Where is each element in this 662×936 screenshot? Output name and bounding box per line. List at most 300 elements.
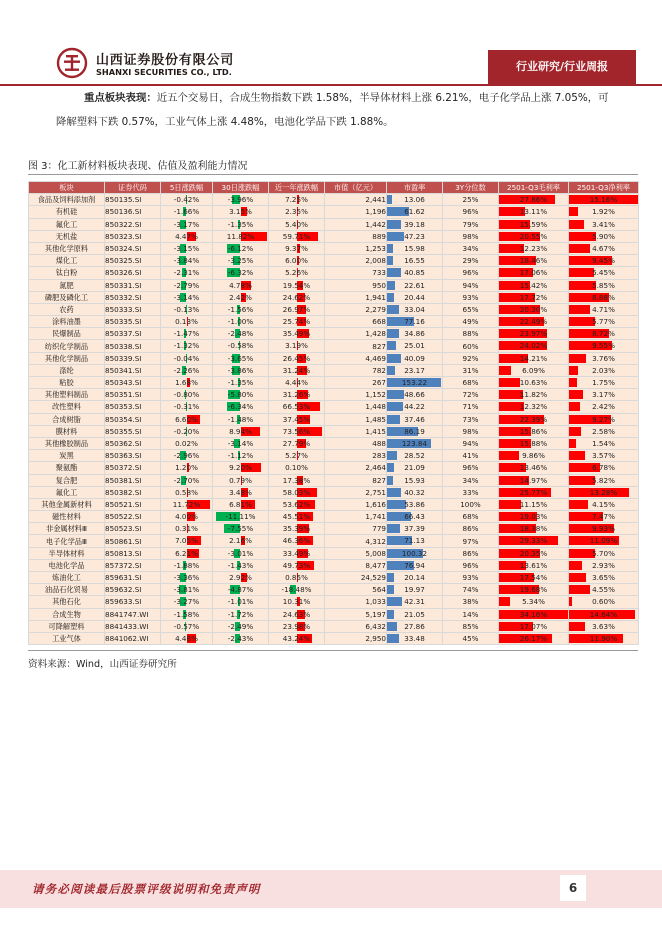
gross-margin [499, 267, 569, 279]
pe-ratio-value: 15.98 [404, 243, 425, 253]
paragraph-body: 近五个交易日，合成生物指数下跌 1.58%，半导体材料上涨 6.21%，电子化学品上涨 7.05%，可降解塑料下跌 0.57%，工业气体上涨 4.48%，电池化学品下跌 1.88%。 [56, 92, 609, 128]
table-row [29, 413, 639, 425]
gross-margin-value: 9.86% [522, 451, 545, 461]
header-net-margin: 2501-Q3净利率 [569, 182, 639, 194]
change-1y [269, 596, 325, 608]
percentile-3y: 31% [443, 364, 499, 376]
change-30d [213, 535, 269, 547]
change-5d-value: 4.48% [175, 633, 198, 643]
market-cap: 1,741 [325, 511, 387, 523]
pe-ratio-value: 20.14 [404, 573, 425, 582]
source-divider [28, 650, 638, 651]
gross-margin-value: 22.49% [519, 317, 548, 327]
sector-name: 钛白粉 [29, 267, 105, 279]
change-1y [269, 523, 325, 535]
change-30d [213, 474, 269, 486]
table-row [29, 523, 639, 535]
pe-ratio-value: 42.31 [404, 597, 425, 607]
market-cap: 8,477 [325, 559, 387, 571]
percentile-3y: 94% [443, 279, 499, 291]
net-margin-value: 4.15% [592, 499, 615, 509]
change-1y [269, 352, 325, 364]
change-30d [213, 352, 269, 364]
pe-ratio-value: 34.86 [404, 329, 425, 339]
change-1y-value: 4.44% [285, 378, 308, 387]
change-5d [161, 437, 213, 449]
change-30d [213, 511, 269, 523]
sector-name: 磁性材料 [29, 511, 105, 523]
table-row [29, 572, 639, 584]
gross-margin [499, 486, 569, 498]
change-30d-value: 4.78% [229, 280, 252, 290]
percentile-3y: 38% [443, 596, 499, 608]
report-category-tag: 行业研究/行业周报 [488, 50, 636, 84]
change-5d-value: 6.60% [175, 414, 198, 424]
pe-ratio [387, 340, 443, 352]
table-row [29, 218, 639, 230]
change-30d [213, 572, 269, 584]
gross-margin-value: 19.68% [519, 585, 548, 595]
figure-title: 图 3：化工新材料板块表现、估值及盈利能力情况 [28, 161, 248, 172]
market-cap: 950 [325, 279, 387, 291]
gross-margin [499, 559, 569, 571]
sector-name: 合成树脂 [29, 413, 105, 425]
change-30d [213, 206, 269, 218]
pe-ratio [387, 450, 443, 462]
net-margin [569, 401, 639, 413]
net-margin-value: 3.41% [592, 219, 615, 229]
change-5d [161, 450, 213, 462]
security-code: 850362.SI [105, 437, 161, 449]
change-30d-value: -1.35% [227, 378, 254, 387]
change-1y-value: 26.45% [282, 353, 311, 363]
change-5d-value: 0.58% [175, 487, 198, 497]
market-cap: 1,033 [325, 596, 387, 608]
table-row [29, 584, 639, 596]
net-margin [569, 328, 639, 340]
table-row [29, 303, 639, 315]
pe-ratio [387, 377, 443, 389]
security-code: 850363.SI [105, 450, 161, 462]
change-5d-value: 7.05% [175, 536, 198, 546]
security-code: 850354.SI [105, 413, 161, 425]
sector-name: 纺织化学制品 [29, 340, 105, 352]
percentile-3y: 88% [443, 328, 499, 340]
net-margin-value: 1.54% [592, 438, 615, 448]
security-code: 850331.SI [105, 279, 161, 291]
change-30d-value: -1.43% [227, 560, 254, 570]
pe-ratio [387, 218, 443, 230]
change-30d [213, 498, 269, 510]
pe-ratio-value: 153.22 [401, 378, 428, 387]
change-1y [269, 474, 325, 486]
change-30d-value: -6.34% [227, 402, 254, 412]
change-5d [161, 279, 213, 291]
net-margin [569, 596, 639, 608]
gross-margin [499, 450, 569, 462]
gross-margin [499, 218, 569, 230]
gross-margin [499, 352, 569, 364]
percentile-3y: 60% [443, 340, 499, 352]
table-row [29, 206, 639, 218]
change-1y [269, 413, 325, 425]
net-margin-value: 4.71% [592, 304, 615, 314]
gross-margin-value: 27.86% [519, 195, 548, 205]
market-cap: 1,485 [325, 413, 387, 425]
gross-margin [499, 291, 569, 303]
change-5d-value: 4.47% [175, 231, 198, 241]
percentile-3y: 65% [443, 303, 499, 315]
net-margin [569, 279, 639, 291]
change-5d [161, 401, 213, 413]
change-30d-value: 11.82% [226, 231, 255, 241]
gross-margin-value: 12.32% [519, 402, 548, 412]
net-margin [569, 340, 639, 352]
market-cap: 6,432 [325, 620, 387, 632]
change-5d [161, 218, 213, 230]
market-cap: 4,469 [325, 352, 387, 364]
change-30d [213, 425, 269, 437]
change-30d-value: -1.48% [227, 414, 254, 424]
change-5d-value: -3.36% [173, 573, 200, 582]
percentile-3y: 45% [443, 632, 499, 644]
pe-ratio [387, 291, 443, 303]
sector-name: 其他金属新材料 [29, 498, 105, 510]
pe-ratio [387, 242, 443, 254]
pe-ratio-value: 39.18 [404, 219, 425, 229]
market-cap: 564 [325, 584, 387, 596]
market-cap: 24,529 [325, 572, 387, 584]
change-5d [161, 255, 213, 267]
pe-ratio-value: 48.66 [404, 390, 425, 400]
change-30d [213, 584, 269, 596]
pe-ratio-value: 71.13 [404, 536, 425, 546]
sector-name: 涂料油墨 [29, 316, 105, 328]
change-5d [161, 547, 213, 559]
change-5d [161, 194, 213, 206]
pe-ratio [387, 437, 443, 449]
table-row [29, 450, 639, 462]
change-5d [161, 584, 213, 596]
market-cap: 1,415 [325, 425, 387, 437]
gross-margin-value: 26.17% [519, 633, 548, 643]
net-margin [569, 316, 639, 328]
change-1y [269, 632, 325, 644]
net-margin [569, 584, 639, 596]
gross-margin-value: 17.07% [519, 621, 548, 631]
change-1y-value: 66.53% [282, 402, 311, 412]
percentile-3y: 92% [443, 352, 499, 364]
change-30d-value: 6.81% [229, 499, 252, 509]
change-30d-value: -1.00% [227, 317, 254, 327]
header-pe: 市盈率 [387, 182, 443, 194]
gross-margin [499, 413, 569, 425]
gross-margin-value: 24.02% [519, 341, 548, 351]
change-5d-value: -3.84% [173, 256, 200, 266]
net-margin-value: 1.92% [592, 207, 615, 217]
table-row [29, 547, 639, 559]
change-30d [213, 303, 269, 315]
security-code: 850813.SI [105, 547, 161, 559]
change-5d-value: -2.70% [173, 475, 200, 485]
pe-ratio-value: 16.55 [404, 256, 425, 266]
change-1y-value: 3.19% [285, 341, 308, 351]
pe-ratio-value: 53.86 [404, 499, 425, 509]
pe-ratio-value: 13.06 [404, 195, 425, 205]
change-1y [269, 279, 325, 291]
gross-margin-value: 14.21% [519, 353, 548, 363]
gross-margin-value: 6.09% [522, 365, 545, 375]
table-header-row [29, 182, 639, 194]
change-30d-value: 9.20% [229, 463, 252, 473]
change-5d-value: -2.26% [173, 365, 200, 375]
change-5d [161, 328, 213, 340]
change-30d-value: -2.43% [227, 633, 254, 643]
percentile-3y: 96% [443, 267, 499, 279]
percentile-3y: 93% [443, 572, 499, 584]
change-5d-value: -1.66% [173, 207, 200, 217]
security-code: 850322.SI [105, 218, 161, 230]
change-5d [161, 572, 213, 584]
gross-margin [499, 437, 569, 449]
change-1y [269, 377, 325, 389]
change-5d-value: -0.20% [173, 426, 200, 436]
change-1y-value: 5.40% [285, 219, 308, 229]
market-cap: 2,464 [325, 462, 387, 474]
gross-margin-value: 18.38% [519, 524, 548, 534]
change-30d [213, 291, 269, 303]
market-cap: 5,197 [325, 608, 387, 620]
change-30d [213, 608, 269, 620]
gross-margin-value: 22.39% [519, 414, 548, 424]
gross-margin [499, 620, 569, 632]
pe-ratio [387, 328, 443, 340]
change-1y-value: 23.98% [282, 621, 311, 631]
security-code: 850333.SI [105, 303, 161, 315]
pe-ratio [387, 584, 443, 596]
security-code: 850335.SI [105, 316, 161, 328]
pe-ratio [387, 206, 443, 218]
change-30d-value: -3.25% [227, 256, 254, 266]
disclaimer-notice: 请务必阅读最后股票评级说明和免责声明 [32, 882, 261, 896]
sector-name: 氟化工 [29, 218, 105, 230]
pe-ratio [387, 352, 443, 364]
security-code: 850338.SI [105, 340, 161, 352]
percentile-3y: 93% [443, 291, 499, 303]
change-5d-value: -1.47% [173, 329, 200, 339]
gross-margin [499, 303, 569, 315]
change-5d-value: -3.17% [173, 219, 200, 229]
net-margin-value: 2.03% [592, 365, 615, 375]
change-5d [161, 267, 213, 279]
gross-margin [499, 255, 569, 267]
header-3y-percentile: 3Y分位数 [443, 182, 499, 194]
change-1y-value: 37.45% [282, 414, 311, 424]
security-code: 850522.SI [105, 511, 161, 523]
change-30d-value: -2.49% [227, 621, 254, 631]
change-30d [213, 450, 269, 462]
header-gross-margin: 2501-Q3毛利率 [499, 182, 569, 194]
net-margin-value: 13.28% [589, 487, 618, 497]
change-5d-value: 11.72% [172, 499, 201, 509]
table-body [29, 194, 639, 645]
change-30d [213, 620, 269, 632]
pe-ratio-value: 40.32 [404, 487, 425, 497]
pe-ratio-value: 40.85 [404, 268, 425, 278]
change-1y-value: 19.54% [282, 280, 311, 290]
change-1y-value: 58.03% [282, 487, 311, 497]
company-logo-icon [56, 47, 88, 79]
change-5d [161, 364, 213, 376]
change-1y [269, 267, 325, 279]
gross-margin [499, 535, 569, 547]
market-cap: 827 [325, 340, 387, 352]
percentile-3y: 41% [443, 450, 499, 462]
market-cap: 779 [325, 523, 387, 535]
pe-ratio [387, 596, 443, 608]
net-margin-value: 15.16% [589, 195, 618, 205]
change-30d-value: -3.01% [227, 548, 254, 558]
sector-name: 可降解塑料 [29, 620, 105, 632]
change-5d-value: -0.80% [173, 390, 200, 400]
market-cap: 488 [325, 437, 387, 449]
table-row [29, 267, 639, 279]
change-5d [161, 632, 213, 644]
change-5d [161, 242, 213, 254]
pe-ratio-value: 15.93 [404, 475, 425, 485]
market-cap: 782 [325, 364, 387, 376]
gross-margin [499, 523, 569, 535]
change-5d-value: 0.02% [175, 438, 198, 448]
pe-ratio-value: 23.17 [404, 365, 425, 375]
table-row [29, 425, 639, 437]
change-5d-value: 0.31% [175, 524, 198, 534]
security-code: 850382.SI [105, 486, 161, 498]
market-cap: 2,279 [325, 303, 387, 315]
pe-ratio [387, 474, 443, 486]
change-1y [269, 462, 325, 474]
change-30d [213, 437, 269, 449]
market-cap: 889 [325, 230, 387, 242]
change-1y [269, 364, 325, 376]
pe-ratio-value: 19.97 [404, 585, 425, 595]
security-code: 850324.SI [105, 242, 161, 254]
gross-margin-value: 5.34% [522, 597, 545, 607]
change-5d [161, 486, 213, 498]
percentile-3y: 97% [443, 535, 499, 547]
net-margin [569, 547, 639, 559]
net-margin [569, 559, 639, 571]
gross-margin [499, 328, 569, 340]
percentile-3y: 73% [443, 413, 499, 425]
table-row [29, 230, 639, 242]
pe-ratio [387, 194, 443, 206]
table-row [29, 596, 639, 608]
net-margin-value: 11.90% [589, 633, 618, 643]
gross-margin [499, 547, 569, 559]
change-30d-value: 2.42% [229, 292, 252, 302]
gross-margin-value: 12.23% [519, 243, 548, 253]
sector-name: 磷肥及磷化工 [29, 291, 105, 303]
net-margin [569, 620, 639, 632]
security-code: 850351.SI [105, 389, 161, 401]
net-margin-value: 14.64% [589, 609, 618, 619]
change-30d-value: -1.56% [227, 304, 254, 314]
pe-ratio-value: 20.44 [404, 292, 425, 302]
change-1y [269, 425, 325, 437]
market-cap: 1,428 [325, 328, 387, 340]
gross-margin [499, 632, 569, 644]
change-30d [213, 596, 269, 608]
pe-ratio [387, 401, 443, 413]
change-5d-value: -3.15% [173, 243, 200, 253]
change-5d [161, 291, 213, 303]
change-1y [269, 535, 325, 547]
change-1y-value: 49.73% [282, 560, 311, 570]
pe-ratio [387, 547, 443, 559]
sector-name: 有机硅 [29, 206, 105, 218]
gross-margin-value: 15.59% [519, 219, 548, 229]
change-5d-value: -2.31% [173, 268, 200, 278]
percentile-3y: 94% [443, 437, 499, 449]
net-margin [569, 230, 639, 242]
security-code: 850135.SI [105, 194, 161, 206]
net-margin-value: 4.67% [592, 243, 615, 253]
gross-margin-value: 20.55% [519, 231, 548, 241]
change-1y-value: 31.26% [282, 390, 311, 400]
net-margin-value: 5.70% [592, 548, 615, 558]
sector-performance-table [28, 181, 639, 645]
change-30d [213, 413, 269, 425]
change-30d [213, 255, 269, 267]
change-5d [161, 462, 213, 474]
net-margin-value: 9.45% [592, 256, 615, 266]
gross-margin [499, 316, 569, 328]
percentile-3y: 85% [443, 620, 499, 632]
net-margin [569, 267, 639, 279]
change-5d [161, 620, 213, 632]
change-30d-value: -4.87% [227, 585, 254, 595]
percentile-3y: 14% [443, 608, 499, 620]
net-margin-value: 3.17% [592, 390, 615, 400]
pe-ratio [387, 425, 443, 437]
percentile-3y: 71% [443, 401, 499, 413]
net-margin [569, 364, 639, 376]
paragraph-lead: 重点板块表现： [84, 92, 157, 104]
net-margin [569, 608, 639, 620]
percentile-3y: 29% [443, 255, 499, 267]
change-1y-value: 33.49% [282, 548, 311, 558]
security-code: 8841062.WI [105, 632, 161, 644]
percentile-3y: 86% [443, 523, 499, 535]
table-row [29, 242, 639, 254]
market-cap: 2,441 [325, 194, 387, 206]
gross-margin [499, 389, 569, 401]
security-code: 850861.SI [105, 535, 161, 547]
percentile-3y: 33% [443, 486, 499, 498]
change-1y-value: 35.49% [282, 329, 311, 339]
pe-ratio [387, 608, 443, 620]
gross-margin [499, 462, 569, 474]
gross-margin-value: 10.63% [519, 378, 548, 387]
change-5d-value: -0.13% [173, 304, 200, 314]
sector-name: 其他化学制品 [29, 352, 105, 364]
change-1y [269, 486, 325, 498]
market-cap: 1,616 [325, 498, 387, 510]
net-margin [569, 413, 639, 425]
gross-margin-value: 34.16% [519, 609, 548, 619]
change-1y-value: -18.48% [281, 585, 312, 595]
